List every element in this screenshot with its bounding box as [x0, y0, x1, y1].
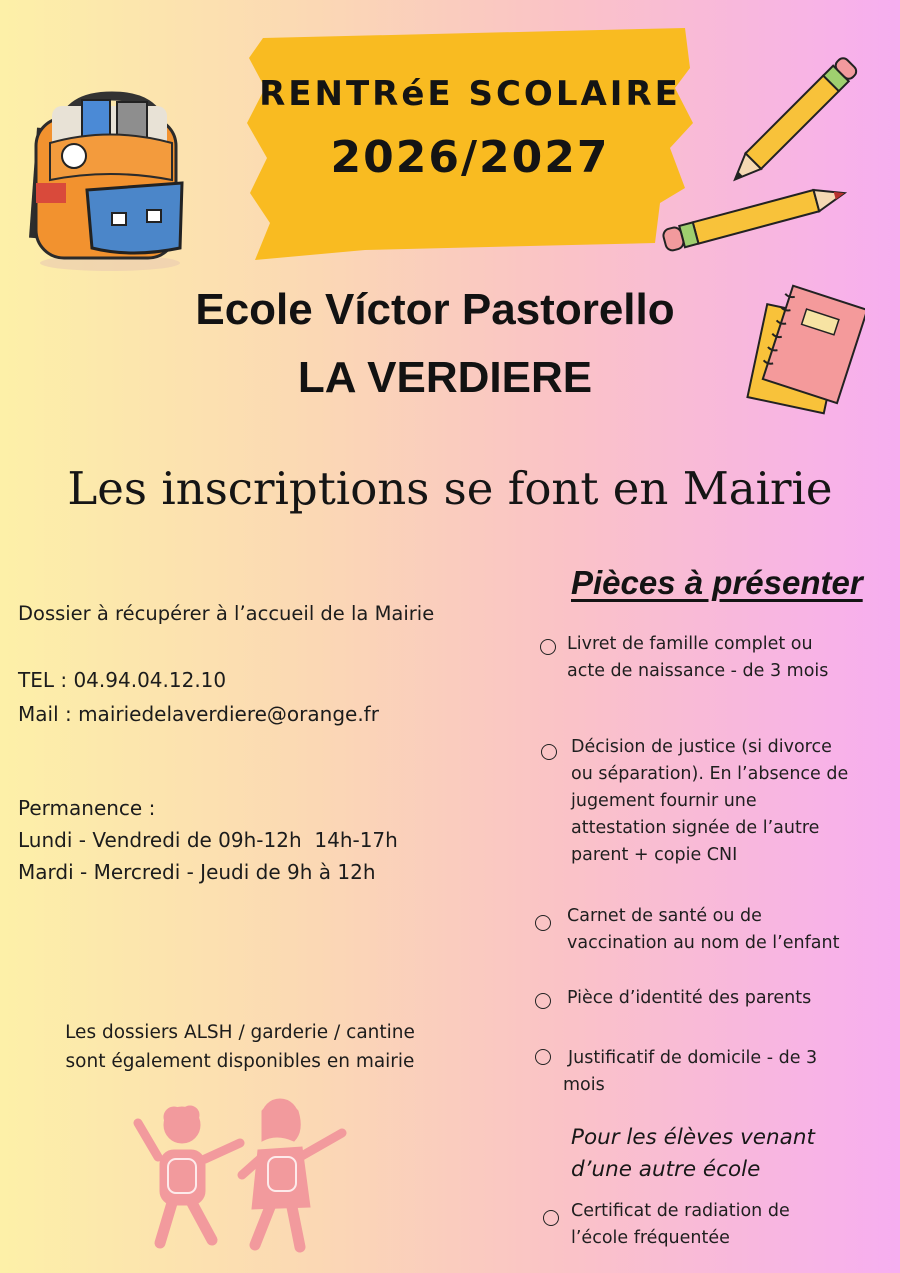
bullet-circle-icon — [535, 993, 551, 1009]
banner-title: RENTRéE SCOLAIRE — [259, 74, 681, 114]
other-school-title-line-1: Pour les élèves venant — [571, 1125, 815, 1150]
school-town: LA VERDIERE — [297, 353, 593, 402]
piece-item-5 — [563, 1045, 817, 1099]
piece-item-2-line-2: ou séparation). En l’absence de — [571, 764, 849, 784]
piece-item-4 — [567, 985, 811, 1012]
pieces-title: Pièces à présenter — [571, 564, 863, 601]
children-icon — [130, 1095, 360, 1265]
dossier-text: Dossier à récupérer à l’accueil de la Mairie — [18, 602, 435, 625]
notebook-icon — [740, 282, 865, 417]
email-address: Mail : mairiedelaverdiere@orange.fr — [18, 702, 379, 726]
piece-item-3-line-2: vaccination au nom de l’enfant — [567, 933, 840, 953]
other-school-title-line-2: d’une autre école — [571, 1157, 761, 1182]
headline: Les inscriptions se font en Mairie — [67, 462, 833, 515]
bullet-circle-icon — [535, 1049, 551, 1065]
piece-item-5-line-1: Justificatif de domicile - de 3 — [568, 1048, 818, 1068]
piece-item-1 — [567, 631, 828, 685]
piece-item-5-line-2: mois — [563, 1075, 605, 1095]
permanence-hours-1: Lundi - Vendredi de 09h-12h 14h-17h — [18, 828, 398, 852]
piece-item-3-line-1: Carnet de santé ou de — [567, 906, 762, 926]
permanence-hours-2: Mardi - Mercredi - Jeudi de 9h à 12h — [18, 860, 376, 884]
bullet-circle-icon — [535, 915, 551, 931]
bullet-circle-icon — [541, 744, 557, 760]
other-school-item-1 — [571, 1198, 790, 1252]
other-school-item-1-line-2: l’école fréquentée — [571, 1228, 730, 1248]
alsh-line-2: sont également disponibles en mairie — [65, 1051, 415, 1072]
other-school-item-1-line-1: Certificat de radiation de — [571, 1201, 790, 1221]
bullet-circle-icon — [540, 639, 556, 655]
piece-item-3 — [567, 903, 839, 957]
piece-item-1-line-1: Livret de famille complet ou — [567, 634, 813, 654]
piece-item-2-line-5: parent + copie CNI — [571, 845, 738, 865]
piece-item-2-line-1: Décision de justice (si divorce — [571, 737, 832, 757]
piece-item-2-line-3: jugement fournir une — [571, 791, 757, 811]
alsh-line-1: Les dossiers ALSH / garderie / cantine — [65, 1022, 415, 1043]
other-school-title — [571, 1122, 815, 1186]
pencil-icon — [655, 170, 860, 260]
piece-item-1-line-2: acte de naissance - de 3 mois — [567, 661, 829, 681]
piece-item-4-line-1: Pièce d’identité des parents — [567, 988, 812, 1008]
alsh-note — [30, 1018, 450, 1076]
piece-item-2 — [571, 734, 848, 869]
school-name: Ecole Víctor Pastorello — [195, 285, 675, 334]
piece-item-2-line-4: attestation signée de l’autre — [571, 818, 820, 838]
banner-year: 2026/2027 — [330, 132, 610, 183]
bullet-circle-icon — [543, 1210, 559, 1226]
permanence-title: Permanence : — [18, 796, 156, 820]
phone-number: TEL : 04.94.04.12.10 — [18, 668, 227, 692]
backpack-icon — [22, 88, 187, 273]
